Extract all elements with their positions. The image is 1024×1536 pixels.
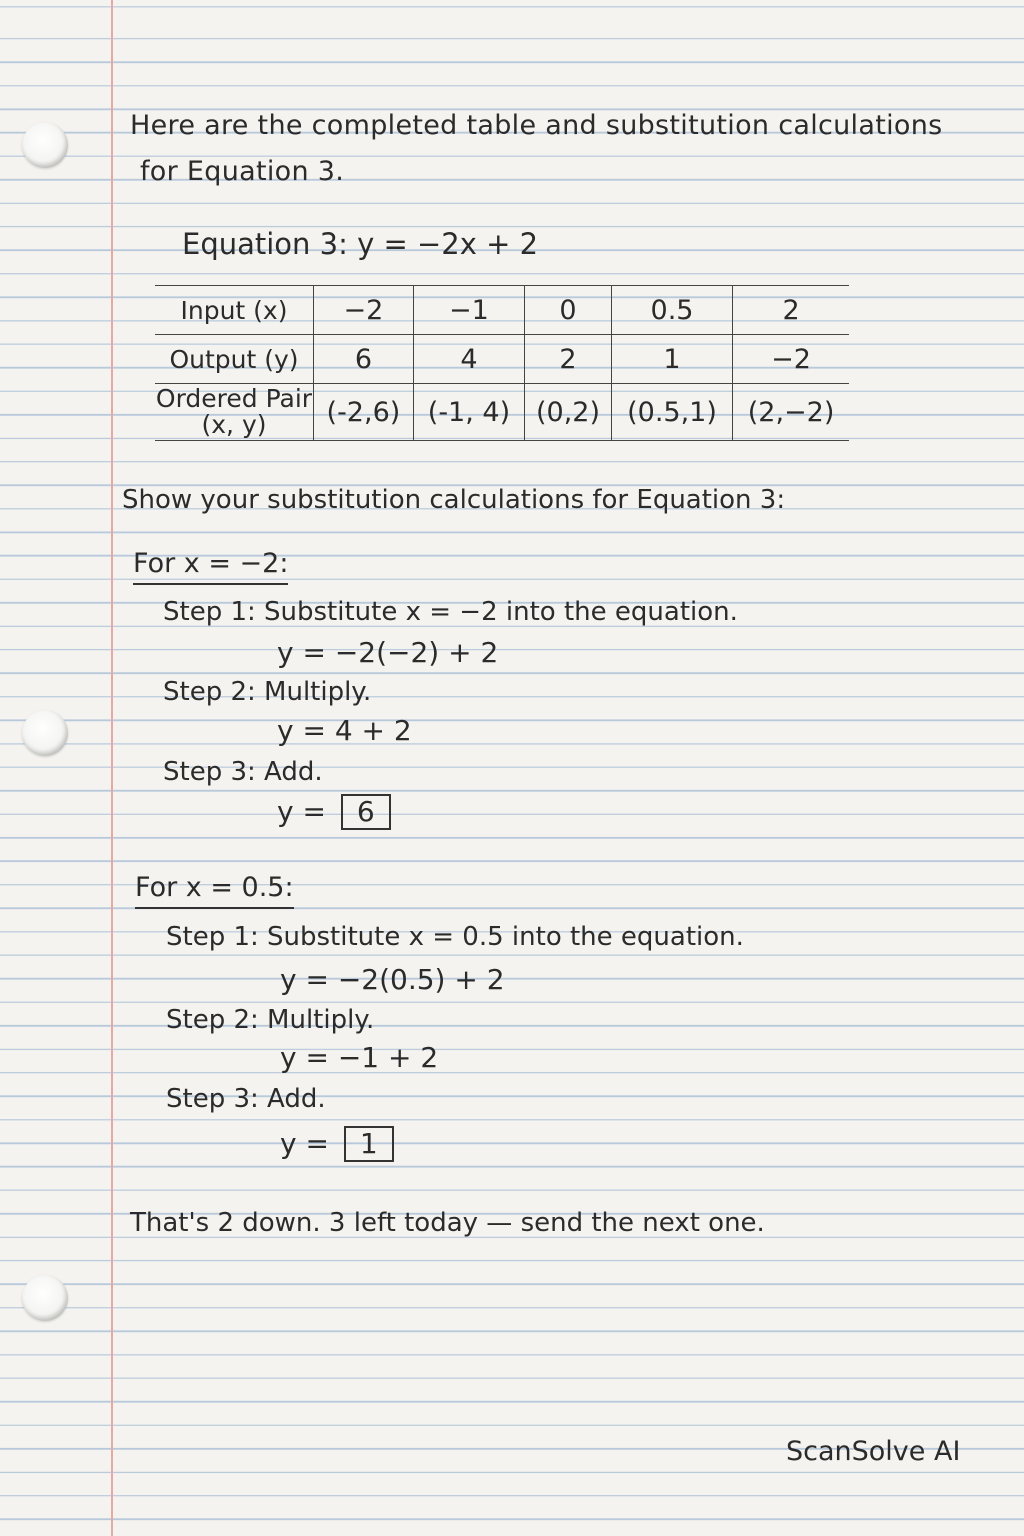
output-cell: 2 <box>525 335 612 384</box>
table-row-input <box>155 286 849 335</box>
equation-title: Equation 3: y = −2x + 2 <box>182 227 539 261</box>
values-table <box>155 285 849 441</box>
margin-line <box>111 0 113 1536</box>
input-cell: 0 <box>525 286 612 335</box>
section2-step1: Step 1: Substitute x = 0.5 into the equation. <box>166 922 744 952</box>
intro-line-1: Here are the completed table and substitution calculations <box>130 110 943 141</box>
input-cell: −1 <box>413 286 524 335</box>
substitution-prompt: Show your substitution calculations for Equation 3: <box>122 485 786 515</box>
section2-step2-math: y = −1 + 2 <box>280 1041 439 1074</box>
section1-answer-box: 6 <box>341 794 391 830</box>
punch-hole-bottom <box>22 1275 68 1321</box>
pair-cell: (-1, 4) <box>413 384 524 441</box>
section1-answer-line <box>277 794 391 830</box>
section2-answer-prefix: y = <box>280 1127 329 1160</box>
pair-cell: (2,−2) <box>733 384 849 441</box>
section2-step2: Step 2: Multiply. <box>166 1005 375 1035</box>
section-label-x-0-5: For x = 0.5: <box>135 872 294 909</box>
row-header-pairs-line2: (x, y) <box>201 410 267 439</box>
section1-step1: Step 1: Substitute x = −2 into the equation. <box>163 597 738 627</box>
pair-cell: (0.5,1) <box>611 384 732 441</box>
section1-step3: Step 3: Add. <box>163 757 323 787</box>
row-header-pairs-line1: Ordered Pair <box>155 384 313 413</box>
section2-answer-line <box>280 1126 394 1162</box>
pair-cell: (-2,6) <box>314 384 414 441</box>
table-row-output <box>155 335 849 384</box>
section-label-x-neg2: For x = −2: <box>133 548 288 585</box>
closing-note: That's 2 down. 3 left today — send the next one. <box>130 1208 765 1238</box>
output-cell: 6 <box>314 335 414 384</box>
input-cell: −2 <box>314 286 414 335</box>
section2-step3: Step 3: Add. <box>166 1084 326 1114</box>
output-cell: 4 <box>413 335 524 384</box>
section2-step1-math: y = −2(0.5) + 2 <box>280 963 505 996</box>
row-header-input: Input (x) <box>180 295 288 325</box>
section1-step2-math: y = 4 + 2 <box>277 714 412 747</box>
section1-step2: Step 2: Multiply. <box>163 677 372 707</box>
brand-label: ScanSolve AI <box>786 1436 961 1467</box>
row-header-output: Output (y) <box>169 344 299 374</box>
punch-hole-middle <box>22 710 68 756</box>
intro-line-2: for Equation 3. <box>140 156 345 187</box>
row-header-pairs <box>155 384 314 441</box>
section1-step1-math: y = −2(−2) + 2 <box>277 636 499 669</box>
section1-answer-prefix: y = <box>277 795 326 828</box>
input-cell: 0.5 <box>611 286 732 335</box>
output-cell: 1 <box>611 335 732 384</box>
section2-answer-box: 1 <box>344 1126 394 1162</box>
table-row-pairs <box>155 384 849 441</box>
output-cell: −2 <box>733 335 849 384</box>
pair-cell: (0,2) <box>525 384 612 441</box>
punch-hole-top <box>22 122 68 168</box>
input-cell: 2 <box>733 286 849 335</box>
